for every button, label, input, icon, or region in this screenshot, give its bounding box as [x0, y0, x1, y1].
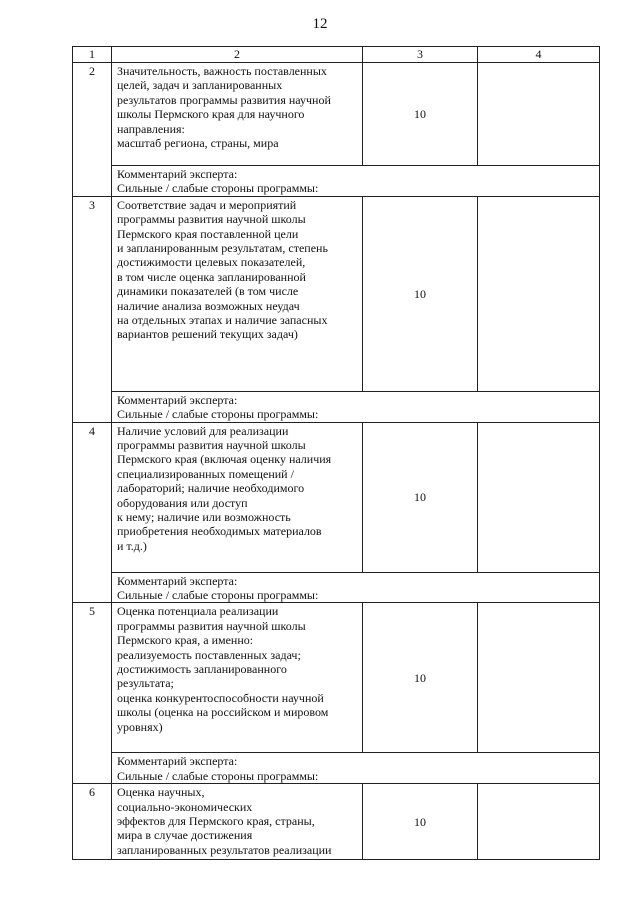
description-line: и т.д.): [117, 538, 147, 553]
description-line: социально-экономических: [117, 799, 253, 814]
description-line: Наличие условий для реализации: [117, 423, 289, 438]
criterion-number: 3: [73, 196, 112, 422]
description-line: результатов программы развития научной: [117, 92, 331, 107]
strengths-weaknesses-label: Сильные / слабые стороны программы:: [117, 407, 319, 422]
description-line: в том числе оценка запланированной: [117, 269, 306, 284]
description-line: наличие анализа возможных неудач: [117, 298, 300, 313]
strengths-weaknesses-label: Сильные / слабые стороны программы:: [117, 768, 319, 783]
expert-comment-cell[interactable]: [112, 753, 600, 784]
description-line: целей, задач и запланированных: [117, 78, 283, 93]
table-header-row: [73, 47, 600, 63]
criterion-description: [112, 784, 363, 860]
expert-score-cell[interactable]: [478, 603, 600, 753]
max-score: 10: [363, 784, 478, 860]
max-score: 10: [363, 422, 478, 572]
description-line: Соответствие задач и мероприятий: [117, 197, 297, 212]
description-line: оборудования или доступ: [117, 495, 248, 510]
expert-comment-row: [73, 572, 600, 603]
max-score: 10: [363, 63, 478, 166]
description-line: программы развития научной школы: [117, 438, 306, 453]
description-line: программы развития научной школы: [117, 212, 306, 227]
description-line: оценка конкурентоспособности научной: [117, 690, 324, 705]
expert-comment-cell[interactable]: [112, 391, 600, 422]
description-line: к нему; наличие или возможность: [117, 510, 291, 525]
description-line: направления:: [117, 121, 185, 136]
expert-comment-cell[interactable]: [112, 572, 600, 603]
criterion-row: [73, 63, 600, 166]
expert-score-cell[interactable]: [478, 63, 600, 166]
description-line: на отдельных этапах и наличие запасных: [117, 313, 328, 328]
expert-comment-row: [73, 391, 600, 422]
description-line: Значительность, важность поставленных: [117, 64, 327, 78]
description-line: достижимости целевых показателей,: [117, 255, 306, 270]
expert-score-cell[interactable]: [478, 196, 600, 391]
description-line: специализированных помещений /: [117, 466, 294, 481]
page-number: 12: [312, 16, 328, 32]
description-line: и запланированным результатам, степень: [117, 241, 328, 256]
description-line: вариантов решений текущих задач): [117, 327, 298, 342]
description-line: динамики показателей (в том числе: [117, 284, 299, 299]
criterion-number: 6: [73, 784, 112, 860]
description-line: Оценка научных,: [117, 785, 205, 800]
description-line: Оценка потенциала реализации: [117, 604, 279, 619]
description-line: Пермского края поставленной цели: [117, 226, 299, 241]
description-line: Пермского края (включая оценку наличия: [117, 452, 332, 467]
description-line: уровнях): [117, 719, 163, 734]
header-cell-4: 4: [478, 47, 600, 63]
expert-comment-row: [73, 753, 600, 784]
description-line: приобретения необходимых материалов: [117, 524, 322, 539]
header-cell-2: 2: [112, 47, 363, 63]
criterion-number: 2: [73, 63, 112, 197]
max-score: 10: [363, 196, 478, 391]
criteria-table: [72, 46, 600, 860]
description-line: Пермского края, а именно:: [117, 633, 254, 648]
expert-comment-label: Комментарий эксперта:: [117, 573, 238, 588]
description-line: результата;: [117, 676, 174, 691]
expert-comment-cell[interactable]: [112, 166, 600, 197]
criterion-description: [112, 603, 363, 753]
expert-comment-label: Комментарий эксперта:: [117, 392, 238, 407]
max-score: 10: [363, 603, 478, 753]
description-line: школы Пермского края для научного: [117, 107, 305, 122]
strengths-weaknesses-label: Сильные / слабые стороны программы:: [117, 588, 319, 603]
expert-comment-label: Комментарий эксперта:: [117, 754, 238, 769]
description-line: школы (оценка на российском и мировом: [117, 705, 329, 720]
criterion-row: [73, 603, 600, 753]
expert-comment-label: Комментарий эксперта:: [117, 167, 238, 181]
criterion-description: [112, 63, 363, 166]
description-line: программы развития научной школы: [117, 618, 306, 633]
description-line: достижимость запланированного: [117, 662, 287, 677]
header-cell-1: 1: [73, 47, 112, 63]
criterion-row: [73, 784, 600, 860]
criterion-number: 4: [73, 422, 112, 603]
expert-comment-row: [73, 166, 600, 197]
description-line: реализуемость поставленных задач;: [117, 647, 301, 662]
criterion-number: 5: [73, 603, 112, 784]
criterion-row: [73, 422, 600, 572]
description-line: запланированных результатов реализации: [117, 842, 332, 857]
description-line: мира в случае достижения: [117, 828, 253, 843]
strengths-weaknesses-label: Сильные / слабые стороны программы:: [117, 181, 319, 196]
expert-score-cell[interactable]: [478, 422, 600, 572]
description-line: эффектов для Пермского края, страны,: [117, 814, 315, 829]
description-line: лабораторий; наличие необходимого: [117, 481, 305, 496]
description-line: масштаб региона, страны, мира: [117, 136, 279, 151]
criterion-description: [112, 196, 363, 391]
criterion-row: [73, 196, 600, 391]
criterion-description: [112, 422, 363, 572]
expert-score-cell[interactable]: [478, 784, 600, 860]
header-cell-3: 3: [363, 47, 478, 63]
